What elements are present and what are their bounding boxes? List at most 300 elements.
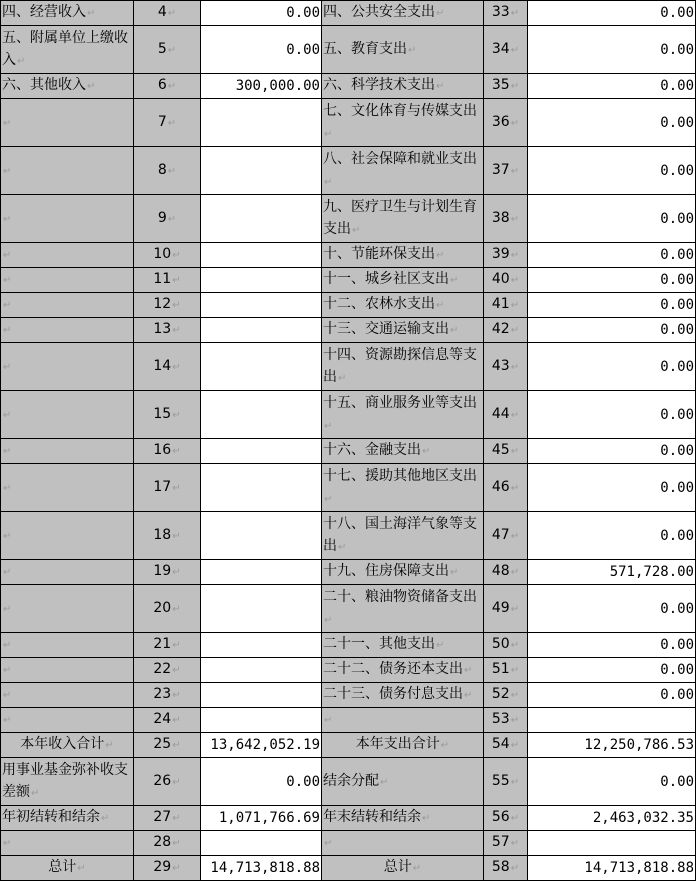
- paragraph-mark-icon: ↵: [31, 787, 40, 799]
- paragraph-mark-icon: ↵: [167, 117, 177, 129]
- expenditure-amount: [528, 856, 696, 881]
- paragraph-mark-icon: ↵: [77, 863, 86, 874]
- table-row: [1, 195, 696, 243]
- paragraph-mark-icon: ↵: [510, 813, 520, 824]
- expenditure-line-number: [484, 318, 528, 343]
- income-line-number-text: 11: [153, 271, 172, 287]
- table-row: [1, 831, 696, 856]
- income-item-label-text: 年初结转和结余: [2, 809, 100, 825]
- expenditure-line-number-text: 58: [491, 859, 510, 875]
- expenditure-line-number-text: 33: [491, 4, 510, 20]
- expenditure-item-label-text: 二十三、债务付息支出: [323, 686, 463, 702]
- paragraph-mark-icon: ↵: [172, 530, 181, 542]
- paragraph-mark-icon: ↵: [172, 361, 181, 373]
- income-item-label-text: 五、附属单位上缴收入: [2, 29, 128, 68]
- expenditure-line-number: [484, 147, 528, 195]
- income-item-label: [1, 683, 134, 708]
- expenditure-amount-text: 0.00: [660, 687, 694, 703]
- paragraph-mark-icon: ↵: [3, 117, 12, 129]
- paragraph-mark-icon: ↵: [3, 300, 12, 311]
- income-amount-text: 14,713,818.88: [210, 860, 320, 876]
- expenditure-item-label: [322, 1, 484, 26]
- paragraph-mark-icon: ↵: [3, 446, 12, 457]
- income-line-number: [134, 560, 201, 585]
- expenditure-item-label-text: 十九、住房保障支出: [323, 563, 449, 579]
- income-amount: [201, 708, 322, 733]
- income-line-number: [134, 243, 201, 268]
- expenditure-item-label: [322, 708, 484, 733]
- expenditure-line-number: [484, 1, 528, 26]
- paragraph-mark-icon: ↵: [510, 482, 520, 494]
- paragraph-mark-icon: ↵: [3, 603, 12, 615]
- income-line-number: [134, 758, 201, 806]
- expenditure-item-label: [322, 147, 484, 195]
- expenditure-item-label: [322, 585, 484, 633]
- expenditure-item-label-text: 十七、援助其他地区支出: [323, 467, 477, 484]
- expenditure-amount-text: 0.00: [660, 527, 694, 544]
- expenditure-line-number-text: 44: [491, 405, 510, 422]
- paragraph-mark-icon: ↵: [3, 250, 12, 261]
- expenditure-line-number-text: 35: [491, 77, 510, 93]
- expenditure-line-number: [484, 343, 528, 391]
- table-row: [1, 512, 696, 560]
- expenditure-line-number-text: 42: [491, 321, 510, 337]
- paragraph-mark-icon: ↵: [412, 863, 422, 874]
- expenditure-item-label-text: 六、科学技术支出: [323, 77, 435, 93]
- paragraph-mark-icon: ↵: [172, 250, 181, 261]
- income-line-number-text: 25: [153, 736, 172, 752]
- expenditure-amount-text: 14,713,818.88: [584, 860, 694, 876]
- income-line-number-text: 13: [153, 321, 172, 337]
- paragraph-mark-icon: ↵: [167, 8, 177, 19]
- income-amount: [201, 1, 322, 26]
- expenditure-amount: [528, 658, 696, 683]
- income-line-number-text: 7: [157, 113, 167, 130]
- paragraph-mark-icon: ↵: [510, 250, 520, 261]
- expenditure-item-label-text: 总计: [383, 859, 412, 875]
- table-row: [1, 147, 696, 195]
- expenditure-item-label: [322, 99, 484, 147]
- expenditure-line-number: [484, 26, 528, 74]
- income-line-number: [134, 99, 201, 147]
- expenditure-item-label-text: 年末结转和结余: [323, 809, 421, 825]
- expenditure-item-label: [322, 268, 484, 293]
- income-amount: [201, 99, 322, 147]
- income-line-number: [134, 318, 201, 343]
- expenditure-line-number-text: 52: [491, 686, 510, 702]
- paragraph-mark-icon: ↵: [3, 275, 12, 286]
- expenditure-item-label-text: 十六、金融支出: [323, 442, 421, 458]
- income-amount-text: 1,071,766.69: [218, 810, 320, 826]
- income-item-label: [1, 74, 134, 99]
- expenditure-amount: [528, 464, 696, 512]
- paragraph-mark-icon: ↵: [3, 838, 12, 849]
- income-item-label: [1, 318, 134, 343]
- paragraph-mark-icon: ↵: [436, 250, 445, 261]
- paragraph-mark-icon: ↵: [172, 863, 181, 874]
- income-amount-text: 0.00: [286, 41, 320, 58]
- expenditure-amount: [528, 585, 696, 633]
- expenditure-amount-text: 0.00: [660, 637, 694, 653]
- paragraph-mark-icon: ↵: [172, 740, 181, 751]
- paragraph-mark-icon: ↵: [352, 224, 361, 236]
- paragraph-mark-icon: ↵: [17, 55, 26, 67]
- income-line-number: [134, 464, 201, 512]
- expenditure-item-label-text: 八、社会保障和就业支出: [323, 150, 477, 167]
- income-line-number: [134, 268, 201, 293]
- income-line-number: [134, 343, 201, 391]
- income-item-label: [1, 268, 134, 293]
- expenditure-item-label-text: 十、节能环保支出: [323, 246, 435, 262]
- paragraph-mark-icon: ↵: [408, 44, 417, 56]
- paragraph-mark-icon: ↵: [3, 361, 12, 373]
- paragraph-mark-icon: ↵: [510, 8, 520, 19]
- expenditure-line-number: [484, 74, 528, 99]
- paragraph-mark-icon: ↵: [510, 567, 520, 578]
- table-row: [1, 439, 696, 464]
- table-row: [1, 268, 696, 293]
- paragraph-mark-icon: ↵: [464, 665, 473, 676]
- expenditure-line-number: [484, 658, 528, 683]
- expenditure-line-number: [484, 391, 528, 439]
- income-line-number-text: 29: [153, 859, 172, 875]
- paragraph-mark-icon: ↵: [172, 300, 181, 311]
- expenditure-amount: [528, 99, 696, 147]
- expenditure-item-label: [322, 831, 484, 856]
- expenditure-item-label: [322, 439, 484, 464]
- income-amount: [201, 343, 322, 391]
- paragraph-mark-icon: ↵: [338, 372, 347, 384]
- paragraph-mark-icon: ↵: [87, 8, 96, 19]
- income-amount: [201, 560, 322, 585]
- expenditure-amount: [528, 708, 696, 733]
- paragraph-mark-icon: ↵: [338, 541, 347, 553]
- expenditure-item-label-text: 二十、粮油物资储备支出: [323, 588, 477, 605]
- paragraph-mark-icon: ↵: [3, 409, 12, 421]
- paragraph-mark-icon: ↵: [172, 813, 181, 824]
- income-line-number-text: 18: [153, 526, 172, 543]
- income-line-number-text: 4: [157, 4, 167, 20]
- income-amount: [201, 74, 322, 99]
- expenditure-item-label: [322, 195, 484, 243]
- expenditure-amount: [528, 147, 696, 195]
- expenditure-line-number-text: 34: [491, 40, 510, 57]
- income-amount: [201, 585, 322, 633]
- paragraph-mark-icon: ↵: [172, 665, 181, 676]
- income-amount: [201, 243, 322, 268]
- paragraph-mark-icon: ↵: [324, 128, 333, 140]
- expenditure-amount: [528, 74, 696, 99]
- expenditure-line-number: [484, 806, 528, 831]
- expenditure-item-label-text: 二十一、其他支出: [323, 636, 435, 652]
- income-amount: [201, 856, 322, 881]
- table-row: [1, 856, 696, 881]
- income-line-number: [134, 806, 201, 831]
- paragraph-mark-icon: ↵: [324, 493, 333, 505]
- paragraph-mark-icon: ↵: [450, 325, 459, 336]
- income-item-label: [1, 758, 134, 806]
- expenditure-amount: [528, 633, 696, 658]
- table-row: [1, 243, 696, 268]
- income-item-label: [1, 99, 134, 147]
- expenditure-line-number: [484, 464, 528, 512]
- expenditure-amount-text: 0.00: [660, 210, 694, 227]
- paragraph-mark-icon: ↵: [3, 213, 12, 225]
- expenditure-line-number-text: 48: [491, 563, 510, 579]
- expenditure-line-number-text: 49: [491, 599, 510, 616]
- income-line-number: [134, 831, 201, 856]
- expenditure-amount: [528, 293, 696, 318]
- expenditure-line-number-text: 41: [491, 296, 510, 312]
- expenditure-amount-text: 0.00: [660, 773, 694, 790]
- income-amount: [201, 658, 322, 683]
- income-line-number-text: 26: [153, 772, 172, 789]
- income-line-number-text: 9: [157, 209, 167, 226]
- income-line-number-text: 23: [153, 686, 172, 702]
- income-amount: [201, 318, 322, 343]
- expenditure-amount: [528, 318, 696, 343]
- expenditure-amount: [528, 268, 696, 293]
- expenditure-item-label: [322, 633, 484, 658]
- paragraph-mark-icon: ↵: [510, 117, 520, 129]
- expenditure-line-number-text: 37: [491, 161, 510, 178]
- paragraph-mark-icon: ↵: [3, 482, 12, 494]
- table-row: [1, 560, 696, 585]
- paragraph-mark-icon: ↵: [422, 446, 431, 457]
- expenditure-item-label: [322, 683, 484, 708]
- income-line-number-text: 17: [153, 478, 172, 495]
- table-row: [1, 318, 696, 343]
- expenditure-item-label: [322, 26, 484, 74]
- expenditure-item-label: [322, 658, 484, 683]
- paragraph-mark-icon: ↵: [172, 325, 181, 336]
- paragraph-mark-icon: ↵: [3, 165, 12, 177]
- expenditure-amount-text: 0.00: [660, 322, 694, 338]
- expenditure-item-label: [322, 512, 484, 560]
- paragraph-mark-icon: ↵: [422, 813, 431, 824]
- expenditure-amount-text: 0.00: [660, 443, 694, 459]
- expenditure-item-label: [322, 560, 484, 585]
- expenditure-item-label-text: 十一、城乡社区支出: [323, 271, 449, 287]
- expenditure-amount-text: 0.00: [660, 272, 694, 288]
- expenditure-line-number-text: 43: [491, 357, 510, 374]
- income-line-number: [134, 633, 201, 658]
- paragraph-mark-icon: ↵: [510, 213, 520, 225]
- expenditure-amount-text: 0.00: [660, 358, 694, 375]
- income-item-label: [1, 439, 134, 464]
- paragraph-mark-icon: ↵: [172, 567, 181, 578]
- paragraph-mark-icon: ↵: [324, 614, 333, 626]
- expenditure-amount-text: 0.00: [660, 479, 694, 496]
- income-item-label: [1, 856, 134, 881]
- paragraph-mark-icon: ↵: [436, 8, 445, 19]
- income-line-number: [134, 683, 201, 708]
- income-line-number-text: 6: [157, 77, 167, 93]
- income-amount: [201, 195, 322, 243]
- income-item-label: [1, 243, 134, 268]
- table-row: [1, 26, 696, 74]
- income-item-label-text: 总计: [48, 859, 77, 875]
- income-line-number: [134, 585, 201, 633]
- expenditure-item-label-text: 结余分配: [323, 772, 379, 789]
- income-line-number-text: 12: [153, 296, 172, 312]
- expenditure-line-number: [484, 439, 528, 464]
- paragraph-mark-icon: ↵: [3, 640, 12, 651]
- income-amount: [201, 26, 322, 74]
- table-row: [1, 585, 696, 633]
- expenditure-item-label-text: 四、公共安全支出: [323, 4, 435, 20]
- expenditure-line-number-text: 45: [491, 442, 510, 458]
- income-line-number: [134, 439, 201, 464]
- income-line-number: [134, 1, 201, 26]
- expenditure-amount: [528, 391, 696, 439]
- paragraph-mark-icon: ↵: [3, 567, 12, 578]
- table-row: [1, 806, 696, 831]
- expenditure-amount: [528, 758, 696, 806]
- income-line-number: [134, 658, 201, 683]
- paragraph-mark-icon: ↵: [3, 665, 12, 676]
- income-line-number: [134, 74, 201, 99]
- expenditure-item-label-text: 本年支出合计: [355, 736, 440, 752]
- paragraph-mark-icon: ↵: [464, 690, 473, 701]
- expenditure-item-label-text: 九、医疗卫生与计划生育支出: [323, 198, 477, 237]
- expenditure-line-number: [484, 268, 528, 293]
- income-line-number: [134, 512, 201, 560]
- table-row: [1, 1, 696, 26]
- expenditure-line-number: [484, 512, 528, 560]
- paragraph-mark-icon: ↵: [510, 300, 520, 311]
- expenditure-line-number-text: 38: [491, 209, 510, 226]
- paragraph-mark-icon: ↵: [172, 640, 181, 651]
- expenditure-amount-text: 0.00: [660, 114, 694, 131]
- paragraph-mark-icon: ↵: [172, 446, 181, 457]
- expenditure-item-label: [322, 293, 484, 318]
- expenditure-item-label-text: 十二、农林水支出: [323, 296, 435, 312]
- expenditure-line-number-text: 47: [491, 526, 510, 543]
- income-item-label: [1, 464, 134, 512]
- paragraph-mark-icon: ↵: [510, 530, 520, 542]
- paragraph-mark-icon: ↵: [510, 640, 520, 651]
- income-line-number: [134, 733, 201, 758]
- paragraph-mark-icon: ↵: [3, 530, 12, 542]
- paragraph-mark-icon: ↵: [380, 776, 389, 788]
- paragraph-mark-icon: ↵: [324, 838, 333, 849]
- paragraph-mark-icon: ↵: [172, 275, 181, 286]
- expenditure-amount: [528, 343, 696, 391]
- table-row: [1, 733, 696, 758]
- paragraph-mark-icon: ↵: [101, 813, 110, 824]
- income-amount-text: 0.00: [286, 773, 320, 790]
- income-item-label: [1, 733, 134, 758]
- paragraph-mark-icon: ↵: [510, 165, 520, 177]
- expenditure-item-label-text: 十五、商业服务业等支出: [323, 394, 477, 411]
- income-item-label-text: 六、其他收入: [2, 77, 86, 93]
- expenditure-line-number: [484, 708, 528, 733]
- income-item-label-text: 用事业基金弥补收支差额: [2, 761, 128, 800]
- income-line-number: [134, 195, 201, 243]
- income-item-label: [1, 806, 134, 831]
- expenditure-amount-text: 0.00: [660, 162, 694, 179]
- expenditure-item-label: [322, 74, 484, 99]
- expenditure-amount: [528, 195, 696, 243]
- income-line-number: [134, 26, 201, 74]
- paragraph-mark-icon: ↵: [510, 838, 520, 849]
- expenditure-amount: [528, 26, 696, 74]
- income-amount-text: 13,642,052.19: [210, 737, 320, 753]
- income-line-number-text: 16: [153, 442, 172, 458]
- income-amount: [201, 733, 322, 758]
- income-line-number-text: 19: [153, 563, 172, 579]
- income-item-label: [1, 26, 134, 74]
- paragraph-mark-icon: ↵: [510, 715, 520, 726]
- paragraph-mark-icon: ↵: [167, 44, 177, 56]
- income-amount-text: 0.00: [286, 5, 320, 21]
- income-item-label: [1, 195, 134, 243]
- table-row: [1, 74, 696, 99]
- paragraph-mark-icon: ↵: [510, 44, 520, 56]
- expenditure-amount-text: 12,250,786.53: [584, 737, 694, 753]
- income-item-label: [1, 585, 134, 633]
- income-item-label: [1, 293, 134, 318]
- income-line-number-text: 14: [153, 357, 172, 374]
- paragraph-mark-icon: ↵: [3, 715, 12, 726]
- table-row: [1, 658, 696, 683]
- income-amount: [201, 391, 322, 439]
- paragraph-mark-icon: ↵: [510, 325, 520, 336]
- expenditure-item-label: [322, 464, 484, 512]
- expenditure-amount: [528, 733, 696, 758]
- income-item-label: [1, 831, 134, 856]
- paragraph-mark-icon: ↵: [172, 715, 181, 726]
- income-item-label: [1, 560, 134, 585]
- income-item-label: [1, 343, 134, 391]
- expenditure-amount: [528, 560, 696, 585]
- table-row: [1, 293, 696, 318]
- income-line-number-text: 22: [153, 661, 172, 677]
- expenditure-line-number: [484, 633, 528, 658]
- paragraph-mark-icon: ↵: [87, 81, 96, 92]
- paragraph-mark-icon: ↵: [324, 715, 333, 726]
- paragraph-mark-icon: ↵: [450, 275, 459, 286]
- paragraph-mark-icon: ↵: [510, 665, 520, 676]
- expenditure-line-number-text: 39: [491, 246, 510, 262]
- table-row: [1, 343, 696, 391]
- income-amount: [201, 439, 322, 464]
- expenditure-line-number-text: 57: [491, 834, 510, 850]
- paragraph-mark-icon: ↵: [510, 863, 520, 874]
- paragraph-mark-icon: ↵: [172, 603, 181, 615]
- income-amount: [201, 512, 322, 560]
- paragraph-mark-icon: ↵: [3, 690, 12, 701]
- income-item-label: [1, 708, 134, 733]
- paragraph-mark-icon: ↵: [324, 420, 333, 432]
- expenditure-amount-text: 0.00: [660, 297, 694, 313]
- expenditure-line-number-text: 36: [491, 113, 510, 130]
- expenditure-line-number-text: 53: [491, 711, 510, 727]
- income-amount-text: 300,000.00: [235, 78, 320, 94]
- expenditure-line-number: [484, 683, 528, 708]
- paragraph-mark-icon: ↵: [440, 740, 450, 751]
- expenditure-line-number: [484, 195, 528, 243]
- income-item-label: [1, 391, 134, 439]
- expenditure-amount-text: 0.00: [660, 78, 694, 94]
- income-line-number-text: 27: [153, 809, 172, 825]
- income-amount: [201, 831, 322, 856]
- expenditure-item-label-text: 二十二、债务还本支出: [323, 661, 463, 677]
- expenditure-line-number: [484, 856, 528, 881]
- table-row: [1, 99, 696, 147]
- paragraph-mark-icon: ↵: [172, 409, 181, 421]
